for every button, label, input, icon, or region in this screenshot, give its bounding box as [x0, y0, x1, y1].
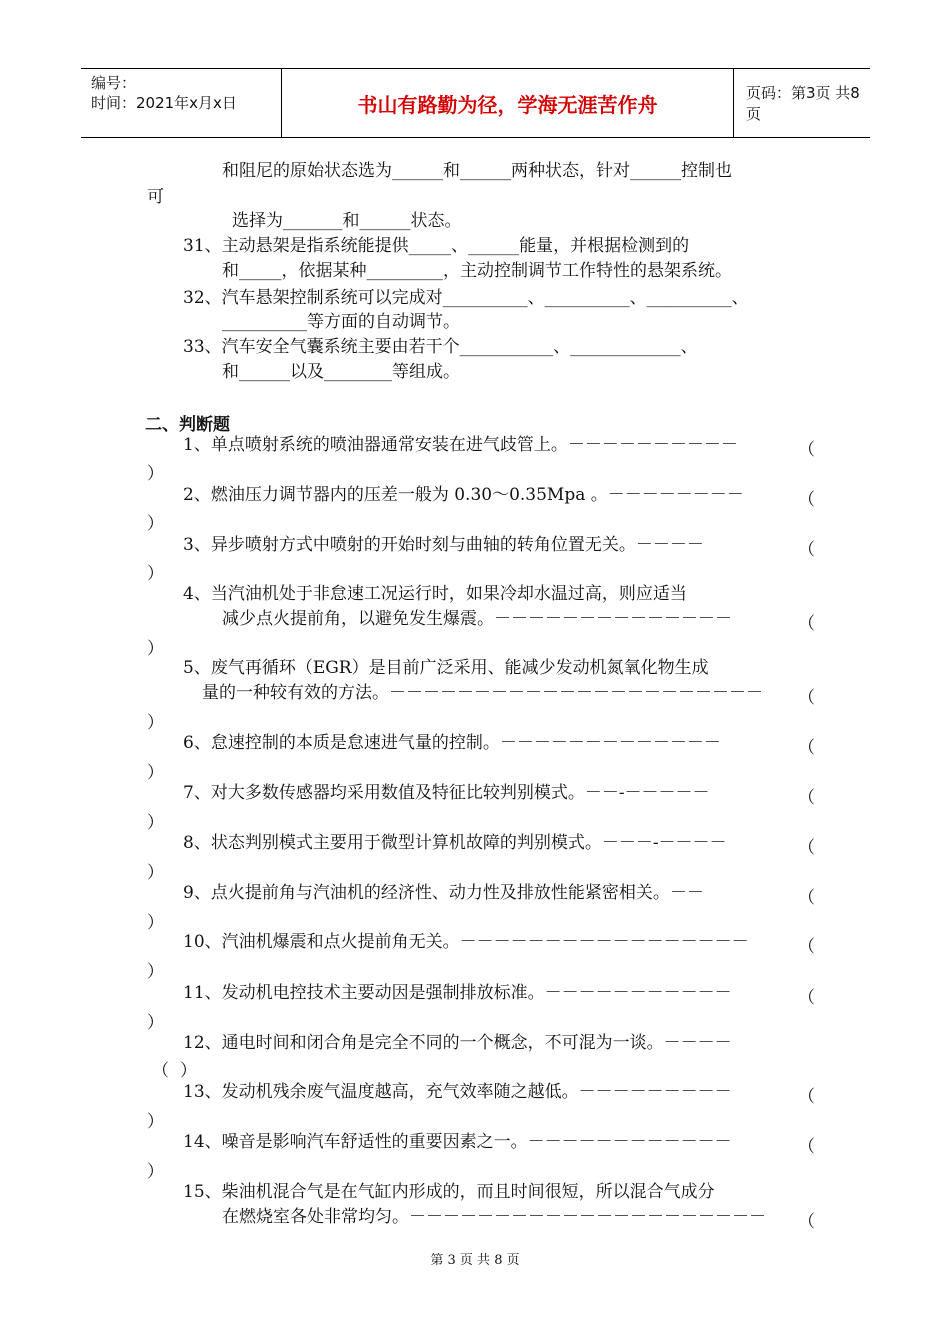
- question-32: 32、汽车悬架控制系统可以完成对__________、__________、__________、: [183, 288, 749, 308]
- answer-open-paren: （: [798, 988, 815, 1008]
- section-title: 二、判断题: [145, 415, 230, 435]
- answer-close-paren: ）: [147, 962, 164, 982]
- answer-open-paren: （: [798, 614, 815, 634]
- answer-close-paren: ）: [147, 1112, 164, 1132]
- fill-line: 和阻尼的原始状态选为______和______两种状态，针对______控制也: [222, 161, 732, 181]
- item-text: 5、废气再循环（EGR）是目前广泛采用、能减少发动机氮氧化物生成: [183, 658, 709, 678]
- item-text: 11、发动机电控技术主要动因是强制排放标准。－－－－－－－－－－－: [183, 983, 732, 1003]
- answer-close-paren: ）: [180, 1061, 197, 1081]
- answer-close-paren: ）: [147, 564, 164, 584]
- item-text: 15、柴油机混合气是在气缸内形成的，而且时间很短，所以混合气成分: [183, 1182, 715, 1202]
- item-text: 量的一种较有效的方法。－－－－－－－－－－－－－－－－－－－－－－: [202, 683, 763, 703]
- item-text: 6、怠速控制的本质是怠速进气量的控制。－－－－－－－－－－－－－: [183, 733, 721, 753]
- fill-line: __________等方面的自动调节。: [222, 312, 460, 332]
- answer-close-paren: ）: [147, 1013, 164, 1033]
- fill-line: 选择为_______和______状态。: [232, 211, 462, 231]
- page-header: [81, 68, 870, 138]
- answer-close-paren: ）: [147, 763, 164, 783]
- answer-open-paren: （: [798, 738, 815, 758]
- item-text: 10、汽油机爆震和点火提前角无关。－－－－－－－－－－－－－－－－－: [183, 932, 749, 952]
- answer-close-paren: ）: [147, 713, 164, 733]
- fill-line: 和______以及________等组成。: [222, 362, 460, 382]
- fill-line: 和_____，依据某种_________，主动控制调节工作特性的悬架系统。: [222, 261, 732, 281]
- item-text: 3、异步喷射方式中喷射的开始时刻与曲轴的转角位置无关。－－－－: [183, 535, 704, 555]
- item-text: 7、对大多数传感器均采用数值及特征比较判别模式。－－-－－－－－: [183, 783, 710, 803]
- answer-close-paren: ）: [147, 863, 164, 883]
- answer-open-paren: （: [798, 937, 815, 957]
- fill-line: 可: [147, 187, 164, 207]
- answer-open-paren: （: [798, 888, 815, 908]
- item-text: 4、当汽油机处于非怠速工况运行时，如果冷却水温过高，则应适当: [183, 584, 687, 604]
- header-page-code: 页码：第3页 共8页: [746, 84, 860, 123]
- item-text: 9、点火提前角与汽油机的经济性、动力性及排放性能紧密相关。－－: [183, 883, 704, 903]
- answer-open-paren: （: [798, 838, 815, 858]
- answer-open-paren: （: [798, 688, 815, 708]
- answer-close-paren: ）: [147, 1162, 164, 1182]
- header-motto: 书山有路勤为径，学海无涯苦作舟: [282, 69, 734, 137]
- item-text: 12、通电时间和闭合角是完全不同的一个概念，不可混为一谈。－－－－: [183, 1033, 732, 1053]
- doc-number-label: 编号：: [91, 74, 137, 92]
- answer-open-paren: （: [798, 788, 815, 808]
- answer-open-paren: （: [798, 1087, 815, 1107]
- answer-open-paren: （: [798, 1137, 815, 1157]
- item-text: 8、状态判别模式主要用于微型计算机故障的判别模式。－－－-－－－－: [183, 833, 727, 853]
- answer-close-paren: ）: [147, 913, 164, 933]
- question-33: 33、汽车安全气囊系统主要由若干个___________、_____________、: [183, 337, 698, 357]
- answer-close-paren: ）: [147, 514, 164, 534]
- item-text: 在燃烧室各处非常均匀。－－－－－－－－－－－－－－－－－－－－－: [222, 1207, 766, 1227]
- item-text: 1、单点喷射系统的喷油器通常安装在进气歧管上。－－－－－－－－－－: [183, 435, 738, 455]
- page-footer: 第 3 页 共 8 页: [430, 1253, 520, 1268]
- doc-time-label: 时间：2021年x月x日: [91, 94, 237, 112]
- item-text: 2、燃油压力调节器内的压差一般为 0.30～0.35Mpa 。－－－－－－－－: [183, 485, 744, 505]
- answer-close-paren: ）: [147, 639, 164, 659]
- item-text: 减少点火提前角，以避免发生爆震。－－－－－－－－－－－－－－: [222, 609, 732, 629]
- answer-open-paren: （: [798, 1212, 815, 1232]
- item-text: 14、噪音是影响汽车舒适性的重要因素之一。－－－－－－－－－－－－: [183, 1132, 732, 1152]
- answer-open-paren: （: [798, 440, 815, 460]
- answer-close-paren: ）: [147, 813, 164, 833]
- header-meta: [81, 69, 282, 137]
- answer-open-paren: （: [152, 1061, 169, 1081]
- answer-open-paren: （: [798, 490, 815, 510]
- answer-close-paren: ）: [147, 464, 164, 484]
- item-text: 13、发动机残余废气温度越高，充气效率随之越低。－－－－－－－－－: [183, 1082, 732, 1102]
- question-31: 31、主动悬架是指系统能提供_____、______能量，并根据检测到的: [183, 236, 690, 256]
- answer-open-paren: （: [798, 540, 815, 560]
